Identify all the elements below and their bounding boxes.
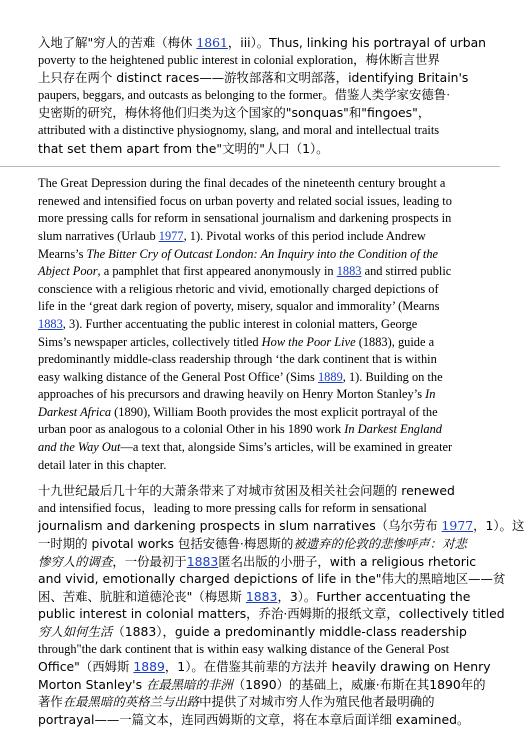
text-line: more pressing calls for reform in sensational journalism and darkening prospects in [38,211,452,226]
text-line: 入地了解"穷人的苦难（梅休 1861，iii）。Thus, linking his portrayal of urban [38,35,487,50]
text-line: 1883, 3). Further accentuating the public interest in colonial matters, George [38,316,418,331]
text-line: and intensified focus，leading to more pressing calls for reform in sensational [38,500,427,515]
citation-link-1977[interactable]: 1977 [441,518,474,534]
citation-link-1883[interactable]: 1883 [245,588,278,604]
text-line: through"the dark continent that is within easy walking distance of the General Post [38,641,450,656]
text-line: Office"（西姆斯 1889，1）。在借鉴其前辈的方法并 heavily drawing on Henry [38,659,491,675]
citation-link-1861[interactable]: 1861 [196,35,228,50]
book-title: Darkest Africa [38,404,112,419]
text-line: public interest in colonial matters，乔治·西姆斯的报纸文章，collectively titled [38,606,505,622]
text-line: 困、苦难、肮脏和道德沦丧"（梅恩斯 1883，3）。Further accentuating the [38,588,471,604]
book-title: and the Way Out [38,440,121,455]
text-line: 一时期的 pivotal works 包括安德鲁·梅恩斯的被遗弃的伦敦的悲惨呼声：对悲 [38,536,467,552]
book-title: The Bitter Cry of Outcast London: An Inquiry into the Condition of the [86,246,439,261]
book-title: 被遗弃的伦敦的悲惨呼声：对悲 [293,536,467,552]
text-line: detail later in this chapter. [38,457,167,472]
text-line: Sims’s newspaper articles, collectively titled How the Poor Live (1883), guide a [38,334,435,349]
book-title: In Darkest England [344,422,442,437]
paragraph-mixed-intro [38,34,487,157]
citation-link-1883[interactable]: 1883 [38,316,63,331]
citation-link-1889[interactable]: 1889 [317,369,343,384]
text-line: paupers, beggars, and outcasts as belonging to the former。借鉴人类学家安德鲁· [38,87,451,102]
book-title: 惨穷人的调查 [38,553,113,569]
text-line: urban poor as analogous to a colonial Other in his 1890 work In Darkest England [38,422,442,437]
book-title: Abject Poor [38,264,98,279]
book-title: 穷人如何生活 [38,624,113,639]
text-line: 史密斯的研究，梅休将他们归类为这个国家的"sonquas"和"fingoes"， [38,105,431,121]
text-line: and the Way Out—a text that, alongside Sims’s articles, will be examined in greater [38,440,453,455]
text-line: 十九世纪最后几十年的大萧条带来了对城市贫困及相关社会问题的 renewed [38,483,455,499]
text-line: Darkest Africa (1890), William Booth provides the most explicit portrayal of the [38,404,438,419]
text-line: 著作在最黑暗的英格兰与出路中提供了对城市穷人作为殖民他者最明确的 [38,694,435,710]
citation-link-1889[interactable]: 1889 [133,659,165,675]
text-line: The Great Depression during the final decades of the nineteenth century brought a [38,176,446,191]
citation-link-1977[interactable]: 1977 [158,228,184,243]
text-line: approaches of his precursors and drawing heavily on Henry Morton Stanley’s In [38,387,436,402]
text-line: slum narratives (Urlaub 1977, 1). Pivotal works of this period include Andrew [38,228,426,243]
text-line: 惨穷人的调查，一份最初于1883匿名出版的小册子，with a religious rhetoric [38,553,477,569]
paragraph-english [38,175,472,474]
text-line: renewed and intensified focus on urban poverty and related social issues, leading to [38,193,452,208]
text-line: that set them apart from the"文明的"人口（1）。 [38,140,329,156]
text-line: journalism and darkening prospects in slum narratives（乌尔劳布 1977，1）。这 [38,518,524,534]
text-line: easy walking distance of the General Post Office’ (Sims 1889, 1). Building on the [38,369,443,384]
text-line: 穷人如何生活（1883），guide a predominantly middle-class readership [38,624,467,639]
paragraph-mixed-translation [38,482,524,728]
text-line: and vivid, emotionally charged depictions of life in the"伟大的黑暗地区——贫 [38,571,506,587]
citation-link-1883[interactable]: 1883 [186,553,219,569]
text-line: poverty to the heightened public interest in colonial exploration，梅休断言世界 [38,52,440,67]
book-title: How the Poor Live [261,334,356,349]
text-line: attributed with a distinctive physiognomy, slang, and moral and intellectual traits [38,122,440,137]
text-line: Morton Stanley's 在最黑暗的非洲（1890）的基础上，威廉·布斯在其1890年的 [38,676,486,692]
text-line: 上只存在两个 distinct races——游牧部落和文明部落，identifying Britain's [38,70,469,86]
book-title: In [425,387,436,402]
text-line: portrayal——一篇文本，连同西姆斯的文章，将在本章后面详细 examined。 [38,711,470,727]
section-divider [0,166,500,167]
book-title: 在最黑暗的非洲 [145,676,233,692]
book-title: 在最黑暗的英格兰与出路 [62,694,200,710]
text-line: conscience with a religious rhetoric and vivid, emotionally charged depictions of [38,281,439,296]
text-line: Mearns’s The Bitter Cry of Outcast London: An Inquiry into the Condition of the [38,246,439,261]
text-line: Abject Poor, a pamphlet that first appeared anonymously in 1883 and stirred public [38,264,452,279]
text-line: predominantly middle-class readership through ‘the dark continent that is within [38,352,437,367]
citation-link-1883[interactable]: 1883 [336,264,362,279]
paragraph-gap [38,474,472,482]
text-line: life in the ‘great dark region of poverty, misery, squalor and immorality’ (Mearns [38,299,440,314]
